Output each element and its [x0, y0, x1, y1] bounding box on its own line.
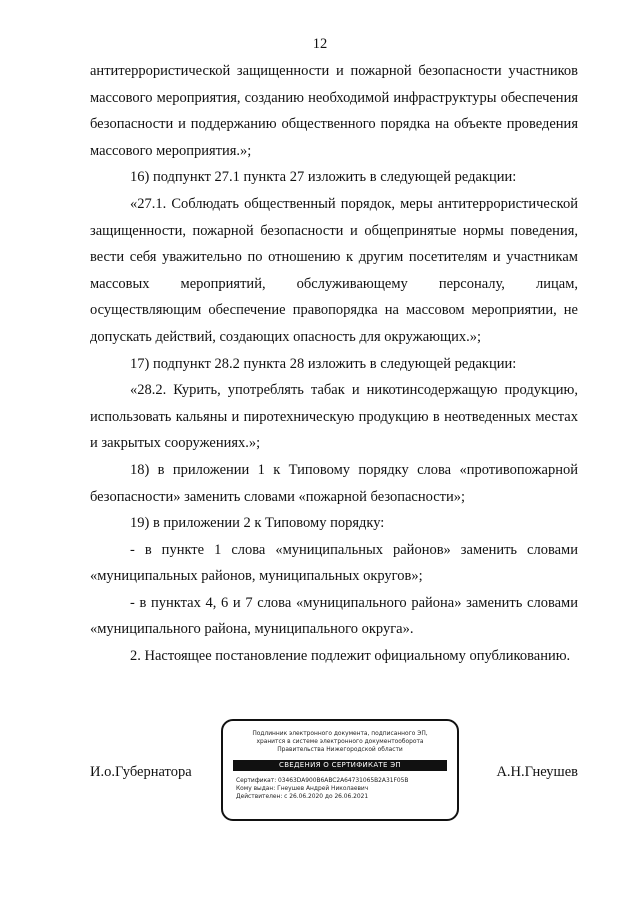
- stamp-header: [223, 730, 457, 755]
- paragraph-quote-27-1: «27.1. Соблюдать общественный порядок, меры антитеррористической защищенности, пожарной безопасности и общепринятые нормы поведения, вести себя уважительно по отношению к другим посетителям и участникам массовых мероприятий, обслуживающему персоналу, лицам, осуществляющим обеспечение правопорядка на массовом мероприятии, не допускать действий, создающих опасность для окружающих.»;: [90, 195, 578, 345]
- paragraph-continuation: антитеррористической защищенности и пожарной безопасности участников массового мероприятия, созданию необходимой инфраструктуры обеспечения безопасности и поддержанию общественного порядка на объекте проведения массового мероприятия.»;: [90, 63, 578, 159]
- stamp-issued-to: Кому выдан: Гнеушев Андрей Николаевич: [236, 785, 369, 792]
- paragraph-subitem-2: - в пунктах 4, 6 и 7 слова «муниципального района» заменить словами «муниципального района, муниципального округа».: [90, 594, 578, 638]
- paragraph-item-16: 16) подпункт 27.1 пункта 27 изложить в следующей редакции:: [130, 169, 517, 186]
- stamp-header-line: хранится в системе электронного документооборота: [256, 739, 424, 746]
- paragraph-publication: 2. Настоящее постановление подлежит официальному опубликованию.: [130, 648, 571, 665]
- paragraph-item-18: 18) в приложении 1 к Типовому порядку слова «противопожарной безопасности» заменить словами «пожарной безопасности»;: [90, 461, 578, 505]
- paragraph-subitem-1: - в пункте 1 слова «муниципальных районов» заменить словами «муниципальных районов, муниципальных округов»;: [90, 541, 578, 585]
- digital-signature-stamp: [221, 719, 459, 821]
- stamp-header-line: Правительства Нижегородской области: [277, 747, 403, 754]
- page-number: 12: [312, 36, 328, 52]
- signatory-position: И.о.Губернатора: [90, 764, 192, 780]
- stamp-validity: Действителен: с 26.06.2020 до 26.06.2021: [236, 793, 369, 800]
- stamp-details: [236, 777, 457, 801]
- stamp-header-line: Подлинник электронного документа, подписанного ЭП,: [252, 731, 428, 737]
- stamp-banner: СВЕДЕНИЯ О СЕРТИФИКАТЕ ЭП: [233, 760, 447, 771]
- paragraph-item-19: 19) в приложении 2 к Типовому порядку:: [130, 515, 385, 532]
- stamp-certificate: Сертификат: 03463DA900B6ABC2A64731065B2A31F05B: [236, 777, 409, 784]
- signatory-name: А.Н.Гнеушев: [496, 764, 578, 780]
- paragraph-item-17: 17) подпункт 28.2 пункта 28 изложить в следующей редакции:: [130, 355, 517, 372]
- paragraph-quote-28-2: «28.2. Курить, употреблять табак и никотинсодержащую продукцию, использовать кальяны и пиротехническую продукцию в неотведенных местах и закрытых сооружениях.»;: [90, 382, 578, 452]
- document-body: [90, 58, 578, 670]
